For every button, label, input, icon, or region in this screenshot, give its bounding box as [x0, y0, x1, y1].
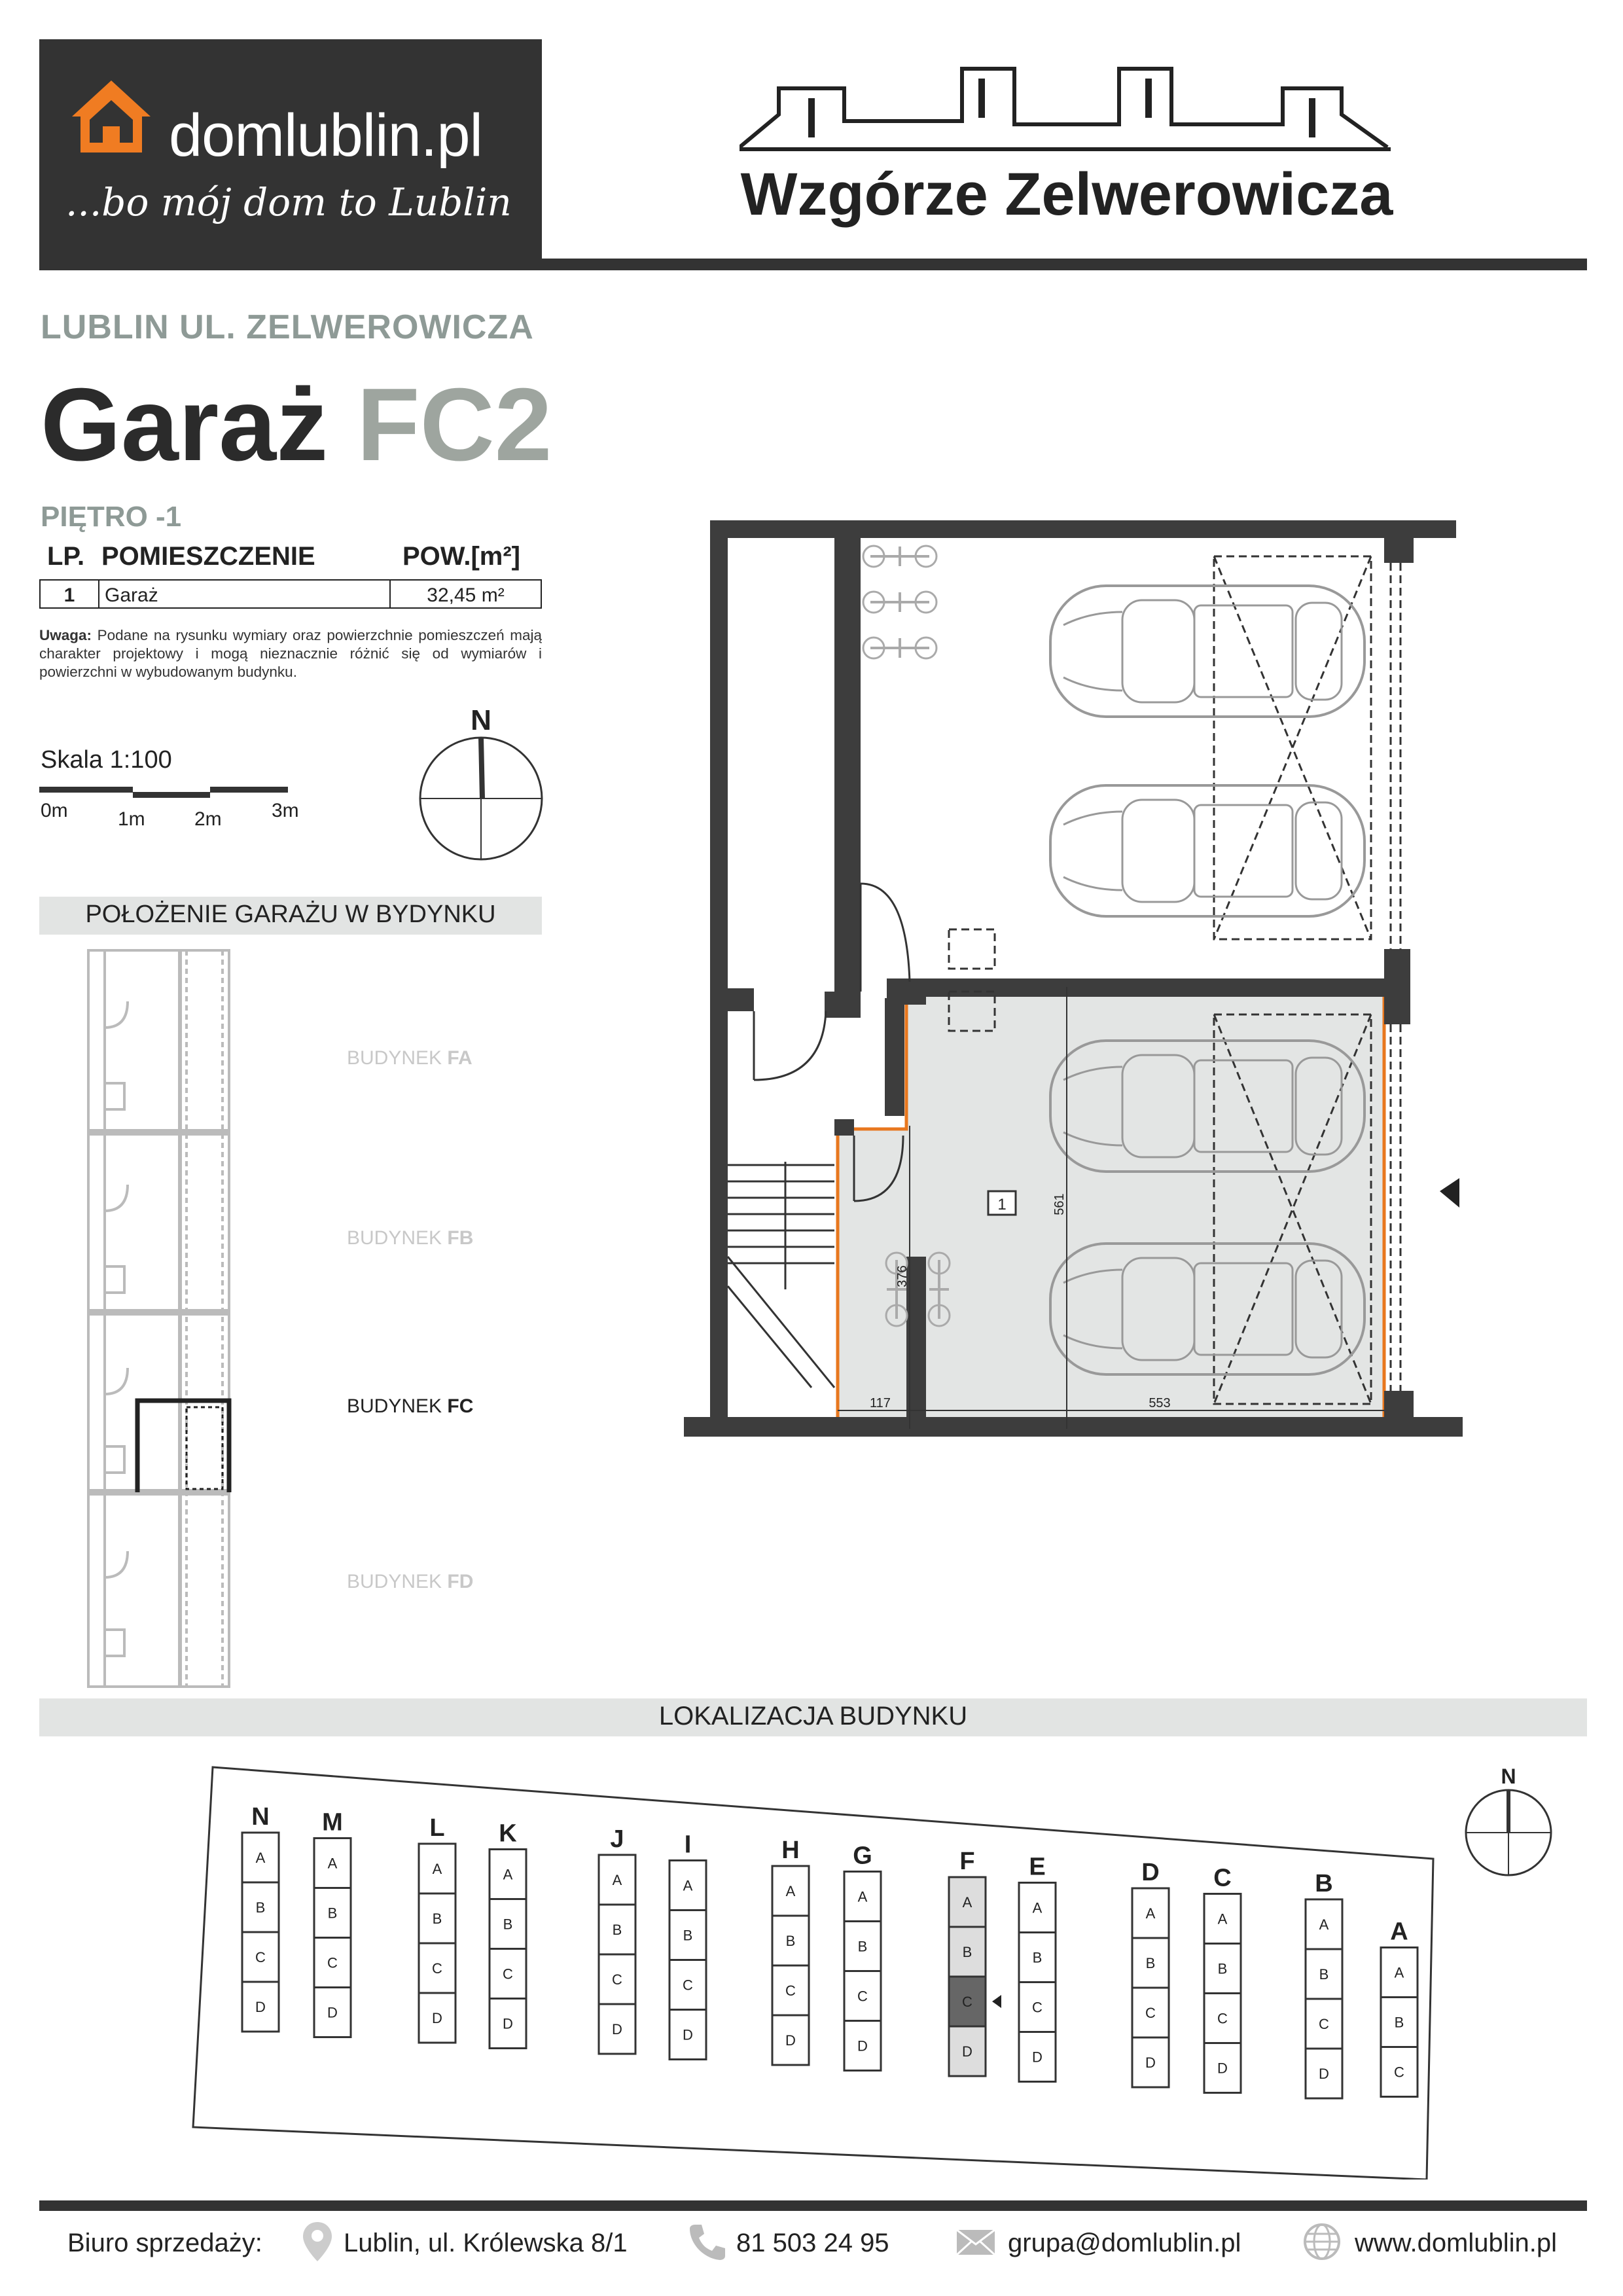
dim-width-garage: 553 [1149, 1396, 1171, 1410]
site-building-label: E [1029, 1853, 1046, 1881]
garage-floor-plan [681, 517, 1463, 1453]
table-row [39, 579, 542, 609]
table-header-lp: LP. [47, 542, 85, 571]
footer-email[interactable]: grupa@domlublin.pl [1008, 2229, 1241, 2257]
site-unit-label: B [785, 1933, 796, 1949]
site-unit-label: B [1319, 1966, 1329, 1982]
compass-small-icon [1459, 1761, 1558, 1878]
entrance-arrow-icon [1440, 1178, 1459, 1208]
row-room: Garaż [99, 581, 391, 607]
note-text: Podane na rysunku wymiary oraz powierzchnie pomieszczeń mają charakter projektowy i mogą nieznacznie różnić się od wymiarów i powierzchni w wybudowanym budynku. [39, 627, 542, 681]
site-unit-label: A [857, 1888, 868, 1905]
table-header-area: POW.[m²] [402, 542, 520, 571]
dim-height-side: 376 [895, 1265, 910, 1287]
globe-icon [1302, 2222, 1342, 2261]
site-building-label: C [1213, 1864, 1232, 1892]
scale-tick-2: 2m [194, 808, 222, 830]
site-unit-label: B [432, 1910, 442, 1927]
footer-website[interactable]: www.domlublin.pl [1355, 2229, 1558, 2257]
brand-title: Wzgórze Zelwerowicza [740, 161, 1393, 228]
site-building-i [669, 1831, 706, 2060]
site-building-label: M [322, 1808, 343, 1837]
mail-icon [955, 2229, 996, 2256]
site-unit-label: C [255, 1949, 266, 1965]
site-unit-label: B [962, 1944, 972, 1960]
note [39, 626, 542, 681]
site-unit-label: B [857, 1938, 868, 1955]
site-building-label: D [1141, 1859, 1160, 1886]
site-unit-label: C [857, 1988, 868, 2005]
site-unit-label: B [503, 1916, 513, 1933]
house-logo-icon [69, 77, 154, 156]
site-unit-label: A [432, 1861, 442, 1877]
site-building-label: F [959, 1848, 975, 1875]
site-building-c [1204, 1865, 1241, 2093]
site-unit-label: D [1217, 2060, 1228, 2077]
site-unit-label: C [1032, 1999, 1043, 2016]
site-plan [190, 1761, 1459, 2179]
site-unit-label: B [683, 1927, 693, 1944]
room-number: 1 [997, 1196, 1007, 1213]
site-building-l [419, 1814, 455, 2043]
position-heading: POŁOŻENIE GARAŻU W BYDYNKU [85, 901, 496, 928]
scale-bar [39, 785, 288, 805]
header-divider [39, 259, 1587, 270]
site-building-n [242, 1803, 279, 2032]
site-unit-label: C [1319, 2016, 1329, 2032]
site-building-label: I [684, 1831, 692, 1859]
building-position-plan [79, 949, 236, 1689]
building-label-fb: BUDYNEK FB [347, 1227, 474, 1249]
site-unit-label: D [857, 2037, 868, 2054]
site-building-h [772, 1837, 809, 2065]
scale-tick-0: 0m [41, 800, 68, 821]
building-label-fd: BUDYNEK FD [347, 1571, 474, 1592]
site-unit-label: B [327, 1905, 338, 1922]
compass-n-label: N [471, 704, 491, 736]
site-building-label: K [499, 1820, 517, 1848]
site-unit-label: D [432, 2010, 442, 2026]
site-unit-label: D [785, 2032, 796, 2049]
row-lp: 1 [41, 581, 99, 607]
title-prefix: Garaż [41, 367, 329, 482]
logo-slogan: ...bo mój dom to Lublin [65, 180, 512, 224]
site-building-label: G [853, 1842, 872, 1870]
site-unit-label: B [1032, 1949, 1043, 1966]
site-building-d [1132, 1859, 1169, 2087]
floor-label: PIĘTRO -1 [41, 501, 182, 533]
site-unit-label: C [327, 1954, 338, 1971]
footer-phone[interactable]: 81 503 24 95 [736, 2229, 889, 2257]
site-unit-label: A [612, 1872, 622, 1888]
site-unit-label: D [612, 2021, 622, 2037]
site-unit-label: D [327, 2004, 338, 2021]
building-label-fa: BUDYNEK FA [347, 1047, 473, 1069]
site-building-b [1306, 1870, 1342, 2098]
site-building-label: J [610, 1825, 624, 1853]
title-code: FC2 [357, 367, 552, 482]
site-unit-label: A [1145, 1905, 1156, 1922]
site-unit-label: C [785, 1982, 796, 1999]
scale-tick-1: 1m [118, 808, 145, 830]
dim-height-garage: 561 [1052, 1193, 1067, 1215]
site-unit-label: A [503, 1866, 513, 1883]
site-unit-label: A [785, 1883, 796, 1899]
site-unit-label: B [1145, 1955, 1156, 1971]
site-building-k [490, 1820, 526, 2049]
scale-label: Skala 1:100 [41, 746, 172, 774]
table-header-room: POMIESZCZENIE [101, 542, 315, 571]
site-unit-label: D [1319, 2066, 1329, 2082]
site-unit-label: A [327, 1855, 338, 1872]
site-unit-label: C [503, 1965, 513, 1982]
site-building-e [1019, 1854, 1056, 2082]
footer-label: Biuro sprzedaży: [67, 2229, 262, 2257]
site-unit-label: D [683, 2026, 693, 2043]
site-building-g [844, 1842, 881, 2071]
site-unit-label: A [1032, 1899, 1043, 1916]
address-heading: LUBLIN UL. ZELWEROWICZA [41, 308, 534, 346]
row-area: 32,45 m² [427, 584, 505, 606]
site-unit-label: D [1032, 2049, 1043, 2066]
footer-address: Lublin, ul. Królewska 8/1 [344, 2229, 628, 2257]
site-building-label: A [1390, 1918, 1408, 1946]
site-unit-label: D [503, 2015, 513, 2032]
site-unit-label: C [1217, 2010, 1228, 2027]
site-unit-label: A [1217, 1910, 1228, 1928]
logo-text: domlublin.pl [169, 102, 482, 169]
site-unit-label: D [1145, 2054, 1156, 2071]
site-unit-label: A [1319, 1916, 1329, 1933]
building-label-fc: BUDYNEK FC [347, 1395, 474, 1417]
site-building-m [314, 1809, 351, 2037]
compass-small-n-label: N [1501, 1765, 1516, 1788]
page-title [41, 367, 552, 482]
footer-divider [39, 2200, 1587, 2211]
site-unit-label: A [255, 1850, 266, 1866]
location-pin-icon [301, 2221, 334, 2263]
site-building-label: N [251, 1803, 270, 1831]
compass-icon [416, 704, 546, 864]
site-building-label: L [429, 1814, 445, 1842]
skyline-logo-icon [740, 62, 1394, 154]
scale-tick-3: 3m [272, 800, 299, 821]
site-building-label: H [781, 1837, 800, 1864]
site-unit-label: B [255, 1899, 266, 1916]
site-unit-label: A [1394, 1964, 1404, 1981]
site-unit-label: C [962, 1994, 972, 2010]
note-label: Uwaga: [39, 627, 92, 643]
site-unit-label: A [962, 1894, 972, 1910]
site-unit-label: B [1394, 2014, 1404, 2031]
site-unit-label: D [255, 1999, 266, 2015]
site-unit-label: C [1394, 2064, 1404, 2081]
site-building-j [599, 1825, 635, 2054]
dim-width-side: 117 [870, 1396, 891, 1410]
site-unit-label: B [1217, 1960, 1228, 1977]
site-unit-label: C [683, 1977, 693, 1994]
site-unit-label: A [683, 1877, 693, 1894]
site-building-label: B [1315, 1870, 1333, 1897]
location-heading: LOKALIZACJA BUDYNKU [658, 1702, 968, 1731]
site-unit-label: C [612, 1971, 622, 1988]
site-unit-label: D [962, 2043, 972, 2060]
site-unit-label: B [612, 1922, 622, 1938]
site-unit-label: C [432, 1960, 442, 1977]
site-unit-label: C [1145, 2005, 1156, 2021]
phone-icon [687, 2222, 726, 2261]
